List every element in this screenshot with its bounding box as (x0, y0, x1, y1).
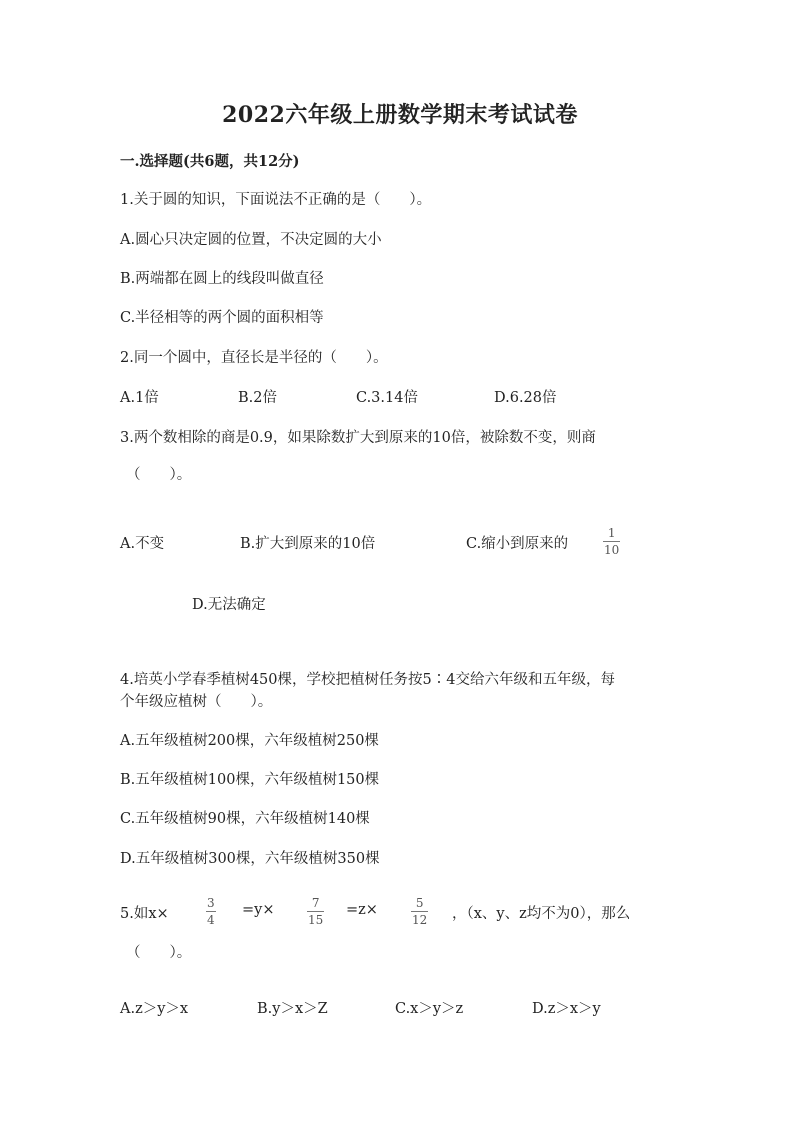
question-5-stem-part2: =y× (242, 902, 275, 918)
question-4-option-c: C.五年级植树90棵，六年级植树140棵 (120, 811, 370, 827)
question-5-stem-line2: （ ）。 (126, 945, 192, 961)
question-1-stem: 1.关于圆的知识，下面说法不正确的是（ ）。 (120, 192, 432, 208)
question-5-stem-part1: 5.如x× (120, 906, 169, 922)
question-3-option-a: A.不变 (120, 536, 165, 552)
fraction-numerator: 5 (415, 896, 424, 910)
question-3-stem-line2: （ ）。 (126, 467, 192, 483)
fraction-numerator: 1 (607, 526, 616, 540)
question-3-option-d: D.无法确定 (192, 597, 266, 613)
question-2-option-a: A.1倍 (120, 390, 159, 406)
section-heading: 一.选择题(共6题，共12分) (120, 153, 300, 170)
question-5-fraction-2 (307, 897, 324, 926)
question-3-option-c-fraction (603, 527, 620, 556)
question-4-stem-line1: 4.培英小学春季植树450棵，学校把植树任务按5∶4交给六年级和五年级，每 (120, 672, 615, 688)
exam-title: 2022六年级上册数学期末考试试卷 (222, 102, 578, 128)
question-3-option-c: C.缩小到原来的 (466, 536, 569, 552)
question-4-option-a: A.五年级植树200棵，六年级植树250棵 (120, 733, 379, 749)
fraction-numerator: 7 (311, 896, 320, 910)
question-2-option-d: D.6.28倍 (494, 390, 557, 406)
question-5-stem-part3: =z× (346, 902, 378, 918)
fraction-denominator: 12 (412, 913, 428, 927)
question-3-option-b: B.扩大到原来的10倍 (240, 536, 376, 552)
fraction-numerator: 3 (207, 896, 215, 910)
question-5-option-d: D.z＞x＞y (532, 1001, 601, 1017)
question-2-option-b: B.2倍 (238, 390, 277, 406)
question-1-option-b: B.两端都在圆上的线段叫做直径 (120, 271, 324, 287)
question-2-option-c: C.3.14倍 (356, 390, 418, 406)
question-5-option-b: B.y＞x＞Z (257, 1001, 328, 1017)
question-1-option-c: C.半径相等的两个圆的面积相等 (120, 310, 324, 326)
fraction-denominator: 10 (604, 543, 620, 557)
question-4-option-d: D.五年级植树300棵，六年级植树350棵 (120, 851, 380, 867)
question-1-option-a: A.圆心只决定圆的位置，不决定圆的大小 (120, 232, 382, 248)
question-5-stem-part4: ，（x、y、z均不为0），那么 (452, 906, 631, 922)
question-5-fraction-1 (206, 897, 216, 926)
question-4-option-b: B.五年级植树100棵，六年级植树150棵 (120, 772, 380, 788)
question-5-option-a: A.z＞y＞x (120, 1001, 189, 1017)
fraction-denominator: 4 (207, 913, 215, 927)
question-2-stem: 2.同一个圆中，直径长是半径的（ ）。 (120, 350, 388, 366)
question-4-stem-line2: 个年级应植树（ ）。 (120, 694, 273, 710)
question-5-option-c: C.x＞y＞z (395, 1001, 464, 1017)
question-5-fraction-3 (411, 897, 428, 926)
question-3-stem-line1: 3.两个数相除的商是0.9，如果除数扩大到原来的10倍，被除数不变，则商 (120, 430, 596, 446)
fraction-denominator: 15 (308, 913, 324, 927)
